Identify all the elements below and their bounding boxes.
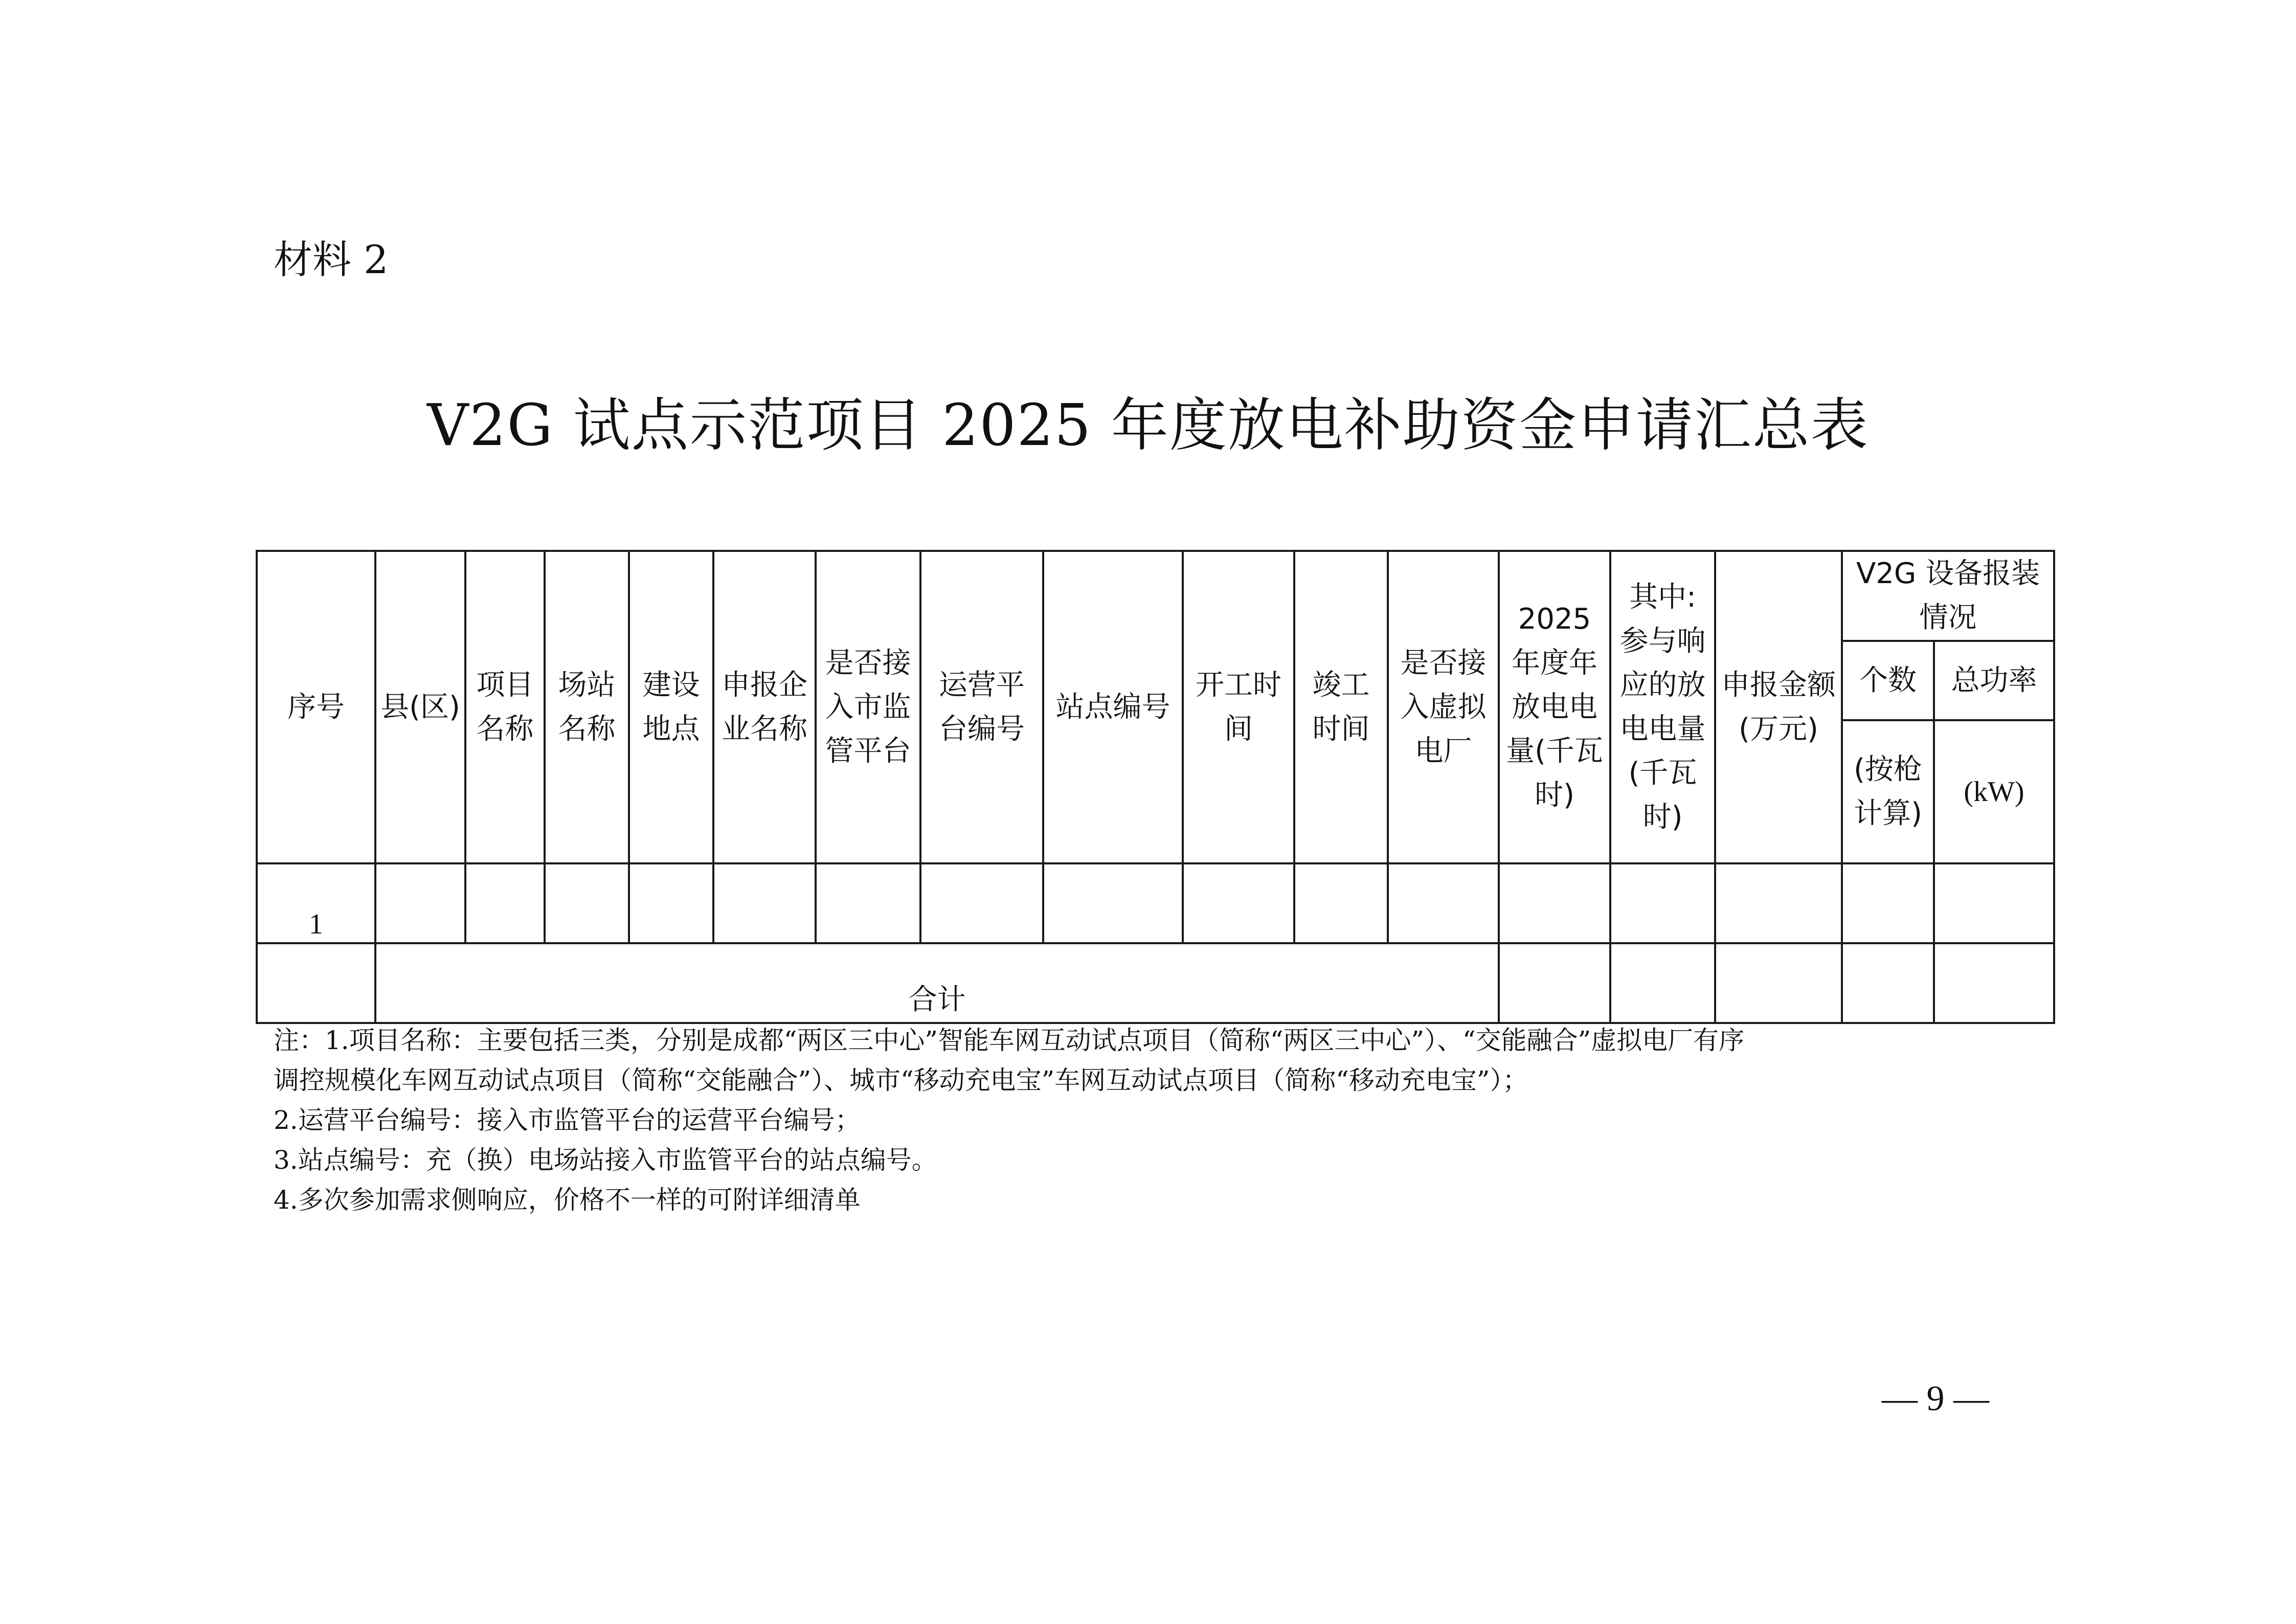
header-row-1 (257, 551, 2054, 641)
row-site-name-cell[interactable] (545, 863, 629, 943)
total-power-cell[interactable] (1934, 943, 2054, 1023)
header-count-unit: (按枪计算) (1842, 720, 1934, 863)
header-connected-platform: 是否接入市监管平台 (816, 551, 920, 863)
total-label: 合计 (375, 943, 1499, 1023)
row-total-power-cell[interactable] (1934, 863, 2054, 943)
header-v2g-group: V2G 设备报装情况 (1842, 551, 2054, 641)
header-company: 申报企业名称 (713, 551, 816, 863)
note-line: 注：1.项目名称：主要包括三类，分别是成都“两区三中心”智能车网互动试点项目（简称“两区三中心”）、“交能融合”虚拟电厂有序 (274, 1026, 1745, 1055)
header-virtual-plant: 是否接入虚拟电厂 (1388, 551, 1499, 863)
total-count-cell[interactable] (1842, 943, 1934, 1023)
header-finish-time: 竣工时间 (1294, 551, 1388, 863)
header-amount: 申报金额(万元) (1715, 551, 1842, 863)
application-summary-table (256, 550, 2055, 1024)
row-finish-time-cell[interactable] (1294, 863, 1388, 943)
total-response-discharge-cell[interactable] (1610, 943, 1715, 1023)
row-discharge-2025-cell[interactable] (1499, 863, 1610, 943)
row-platform-code-cell[interactable] (920, 863, 1043, 943)
row-connected-platform-cell[interactable] (816, 863, 920, 943)
row-amount-cell[interactable] (1715, 863, 1842, 943)
table-notes (274, 1020, 2053, 1220)
note-line: 调控规模化车网互动试点项目（简称“交能融合”）、城市“移动充电宝”车网互动试点项目（简称“移动充电宝”）； (274, 1065, 1528, 1095)
row-response-discharge-cell[interactable] (1610, 863, 1715, 943)
header-response-discharge: 其中:参与响应的放电电量(千瓦时) (1610, 551, 1715, 863)
total-amount-cell[interactable] (1715, 943, 1842, 1023)
row-count-cell[interactable] (1842, 863, 1934, 943)
total-seq-cell (257, 943, 375, 1023)
row-county-cell[interactable] (375, 863, 465, 943)
note-line: 3.站点编号：充（换）电场站接入市监管平台的站点编号。 (274, 1145, 937, 1175)
row-seq-cell: 1 (257, 863, 375, 943)
note-line: 4.多次参加需求侧响应，价格不一样的可附详细清单 (274, 1185, 861, 1215)
header-project-name: 项目名称 (465, 551, 545, 863)
row-location-cell[interactable] (629, 863, 713, 943)
row-virtual-plant-cell[interactable] (1388, 863, 1499, 943)
note-line: 2.运营平台编号：接入市监管平台的运营平台编号； (274, 1105, 861, 1135)
header-platform-code: 运营平台编号 (920, 551, 1043, 863)
header-site-name: 场站名称 (545, 551, 629, 863)
page-number: — 9 — (1882, 1379, 1989, 1418)
header-power-unit: (kW) (1934, 720, 2054, 863)
header-station-code: 站点编号 (1043, 551, 1183, 863)
header-count: 个数 (1842, 641, 1934, 720)
header-seq: 序号 (257, 551, 375, 863)
attachment-label: 材料 2 (274, 237, 389, 282)
row-project-name-cell[interactable] (465, 863, 545, 943)
header-location: 建设地点 (629, 551, 713, 863)
header-total-power: 总功率 (1934, 641, 2054, 720)
row-start-time-cell[interactable] (1183, 863, 1294, 943)
row-company-cell[interactable] (713, 863, 816, 943)
header-county: 县(区) (375, 551, 465, 863)
total-row (257, 943, 2054, 1023)
page-title: V2G 试点示范项目 2025 年度放电补助资金申请汇总表 (427, 392, 1869, 459)
row-station-code-cell[interactable] (1043, 863, 1183, 943)
table-row (257, 863, 2054, 943)
total-discharge-2025-cell[interactable] (1499, 943, 1610, 1023)
header-start-time: 开工时间 (1183, 551, 1294, 863)
header-discharge-2025: 2025年度年放电电量(千瓦时) (1499, 551, 1610, 863)
